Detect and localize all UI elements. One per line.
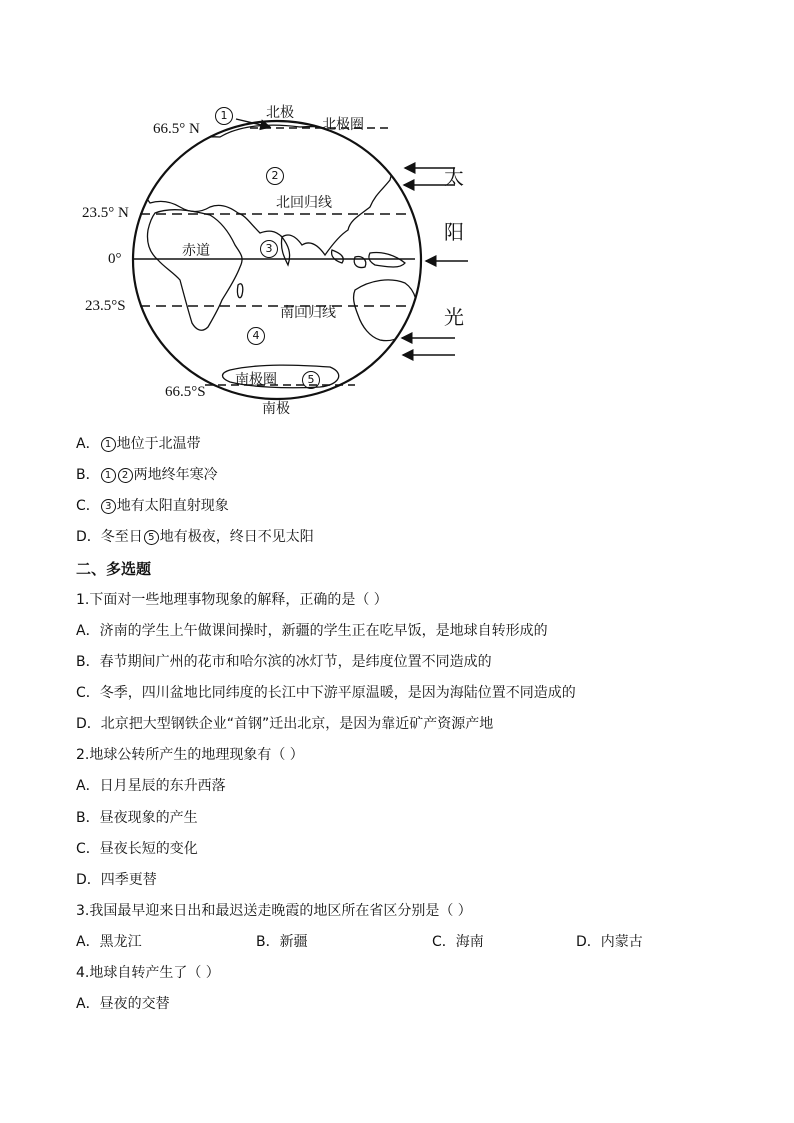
q2-option-b[interactable]: B．昼夜现象的产生	[76, 810, 198, 826]
equator-label: 赤道	[182, 243, 210, 259]
prev-option-a: A． 1 地位于北温带	[76, 436, 201, 452]
eurasia-outline	[140, 125, 391, 255]
question-4-stem: 4.地球自转产生了（ ）	[76, 965, 220, 981]
globe-diagram	[70, 95, 490, 425]
prev-option-d: D．冬至日 5 地有极夜，终日不见太阳	[76, 529, 314, 545]
point-1-mark: 1	[101, 437, 116, 452]
point-3-mark: 3	[101, 499, 116, 514]
point-1-mark: 1	[101, 468, 116, 483]
tropic-capricorn-label: 南回归线	[280, 305, 336, 321]
point-2-marker: 2	[266, 167, 284, 185]
q1-option-b[interactable]: B．春节期间广州的花市和哈尔滨的冰灯节，是纬度位置不同造成的	[76, 654, 492, 670]
north-pole-label: 北极	[266, 105, 294, 121]
q3-option-a[interactable]: A．黑龙江	[76, 934, 142, 950]
sunlight-char-3: 光	[444, 305, 464, 329]
lat-label-23s: 23.5°S	[85, 298, 126, 314]
sunlight-char-1: 太	[444, 165, 464, 189]
q3-option-d[interactable]: D．内蒙古	[576, 934, 643, 950]
south-pole-label: 南极	[262, 401, 290, 417]
q1-option-d[interactable]: D．北京把大型钢铁企业“首钢”迁出北京，是因为靠近矿产资源产地	[76, 716, 494, 732]
point-4-marker: 4	[247, 327, 265, 345]
q2-option-c[interactable]: C．昼夜长短的变化	[76, 841, 198, 857]
q4-option-a[interactable]: A．昼夜的交替	[76, 996, 170, 1012]
q1-option-a[interactable]: A．济南的学生上午做课间操时，新疆的学生正在吃早饭，是地球自转形成的	[76, 623, 548, 639]
q2-option-a[interactable]: A．日月星辰的东升西落	[76, 778, 226, 794]
question-2-stem: 2.地球公转所产生的地理现象有（ ）	[76, 747, 304, 763]
globe-figure	[70, 95, 490, 425]
prev-option-c: C． 3 地有太阳直射现象	[76, 498, 229, 514]
sunlight-char-2: 阳	[444, 220, 464, 244]
lat-label-equator: 0°	[108, 251, 122, 267]
point-5-mark: 5	[144, 530, 159, 545]
tropic-cancer-label: 北回归线	[276, 195, 332, 211]
arctic-circle-label: 北极圈	[322, 117, 364, 133]
globe-outline	[133, 121, 421, 399]
prev-option-b: B． 1 2 两地终年寒冷	[76, 467, 218, 483]
section-heading: 二、多选题	[76, 560, 152, 578]
q3-option-c[interactable]: C．海南	[432, 934, 484, 950]
point-5-marker: 5	[302, 371, 320, 389]
point-1-marker: 1	[215, 107, 233, 125]
question-1-stem: 1.下面对一些地理事物现象的解释，正确的是（ ）	[76, 592, 388, 608]
q2-option-d[interactable]: D．四季更替	[76, 872, 157, 888]
q3-option-b[interactable]: B．新疆	[256, 934, 308, 950]
q1-option-c[interactable]: C．冬季，四川盆地比同纬度的长江中下游平原温暖，是因为海陆位置不同造成的	[76, 685, 576, 701]
lat-label-66s: 66.5°S	[165, 384, 206, 400]
lat-label-66n: 66.5° N	[153, 121, 200, 137]
africa-outline	[147, 210, 242, 331]
question-3-stem: 3.我国最早迎来日出和最迟送走晚霞的地区所在省区分别是（ ）	[76, 903, 472, 919]
lat-label-23n: 23.5° N	[82, 205, 129, 221]
antarctic-circle-label: 南极圈	[235, 372, 277, 388]
point-3-marker: 3	[260, 240, 278, 258]
point-2-mark: 2	[118, 468, 133, 483]
australia-outline	[354, 280, 417, 341]
